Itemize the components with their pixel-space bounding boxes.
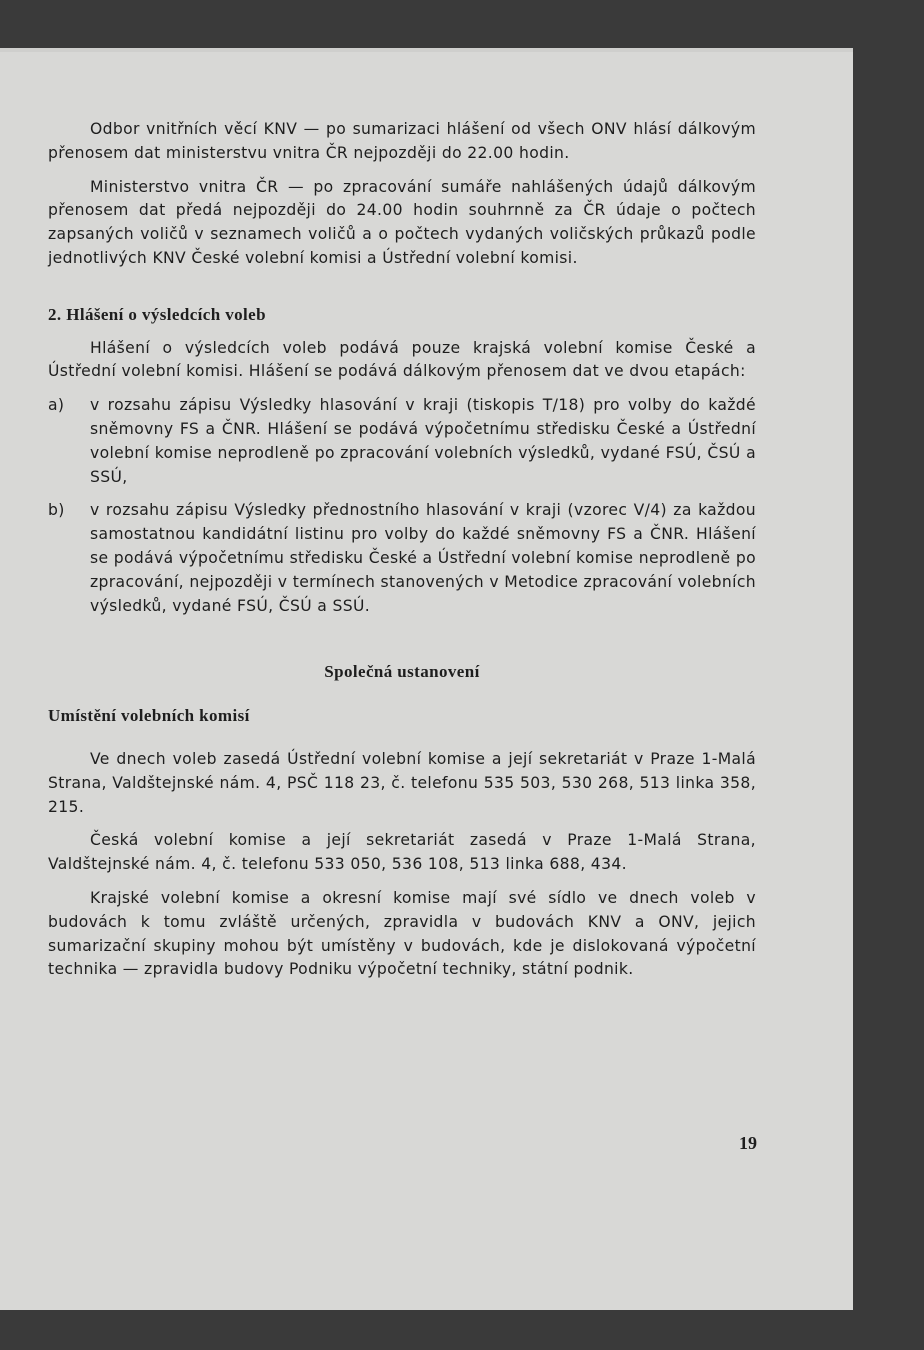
common-provisions-heading: Společná ustanovení bbox=[324, 662, 480, 682]
page-edge bbox=[0, 48, 853, 52]
list-marker-b: b) bbox=[48, 501, 65, 520]
section-2-heading: 2. Hlášení o výsledcích voleb bbox=[48, 304, 266, 324]
central-commission-paragraph: Ve dnech voleb zasedá Ústřední volební komise a její sekretariát v Praze 1-Malá Strana, Valdštejnské nám. 4, PSČ 118 23, č. telefonu 535 503, 530 268, 513 linka 358, 215. bbox=[48, 749, 756, 816]
section-2-paragraph: Hlášení o výsledcích voleb podává pouze krajská volební komise České a Ústřední volební komisi. Hlášení se podává dálkovým přenosem dat ve dvou etapách: bbox=[48, 338, 756, 381]
czech-commission-paragraph: Česká volební komise a její sekretariát zasedá v Praze 1-Malá Strana, Valdštejnské nám. 4, č. telefonu 533 050, 536 108, 513 linka 688, 434. bbox=[48, 831, 756, 874]
page-number: 19 bbox=[739, 1133, 757, 1153]
intro-paragraph-2: Ministerstvo vnitra ČR — po zpracování sumáře nahlášených údajů dálkovým přenosem dat předá nejpozději do 24.00 hodin souhrnně za ČR údaje o počtech zapsaných voličů v seznamech voličů a o počtech vydaných voličských průkazů podle jednotlivých KNV České volební komisi a Ústřední volební komisi. bbox=[48, 177, 756, 267]
commission-location-heading: Umístění volebních komisí bbox=[48, 706, 250, 726]
regional-commission-paragraph: Krajské volební komise a okresní komise mají své sídlo ve dnech voleb v budovách k tomu zvláště určených, zpravidla v budovách KNV a ONV, jejich sumarizační skupiny mohou být umístěny v budovách, kde je dislokovaná výpočetní technika — zpravidla budovy Podniku výpočetní techniky, státní podnik. bbox=[48, 888, 756, 979]
list-item-a bbox=[48, 394, 756, 489]
page-body bbox=[48, 118, 756, 982]
list-marker-a: a) bbox=[48, 396, 65, 415]
list-item-b bbox=[48, 499, 756, 618]
list-text-a: v rozsahu zápisu Výsledky hlasování v kraji (tiskopis T/18) pro volby do každé sněmovny FS a ČNR. Hlášení se podává výpočetnímu středisku České a Ústřední volební komise neprodleně po zpracování volebních výsledků, vydané FSÚ, ČSÚ a SSÚ, bbox=[90, 396, 756, 486]
list-text-b: v rozsahu zápisu Výsledky přednostního hlasování v kraji (vzorec V/4) za každou samostatnou kandidátní listinu pro volby do každé sněmovny FS a ČNR. Hlášení se podává výpočetnímu středisku České a Ústřední volební komise neprodleně po zpracování, nejpozději v termínech stanovených v Metodice zpracování volebních výsledků, vydané FSÚ, ČSÚ a SSÚ. bbox=[90, 501, 756, 615]
intro-paragraph-1: Odbor vnitřních věcí KNV — po sumarizaci hlášení od všech ONV hlásí dálkovým přenosem dat ministerstvu vnitra ČR nejpozději do 22.00 hodin. bbox=[48, 120, 756, 162]
document-page bbox=[0, 48, 853, 1310]
